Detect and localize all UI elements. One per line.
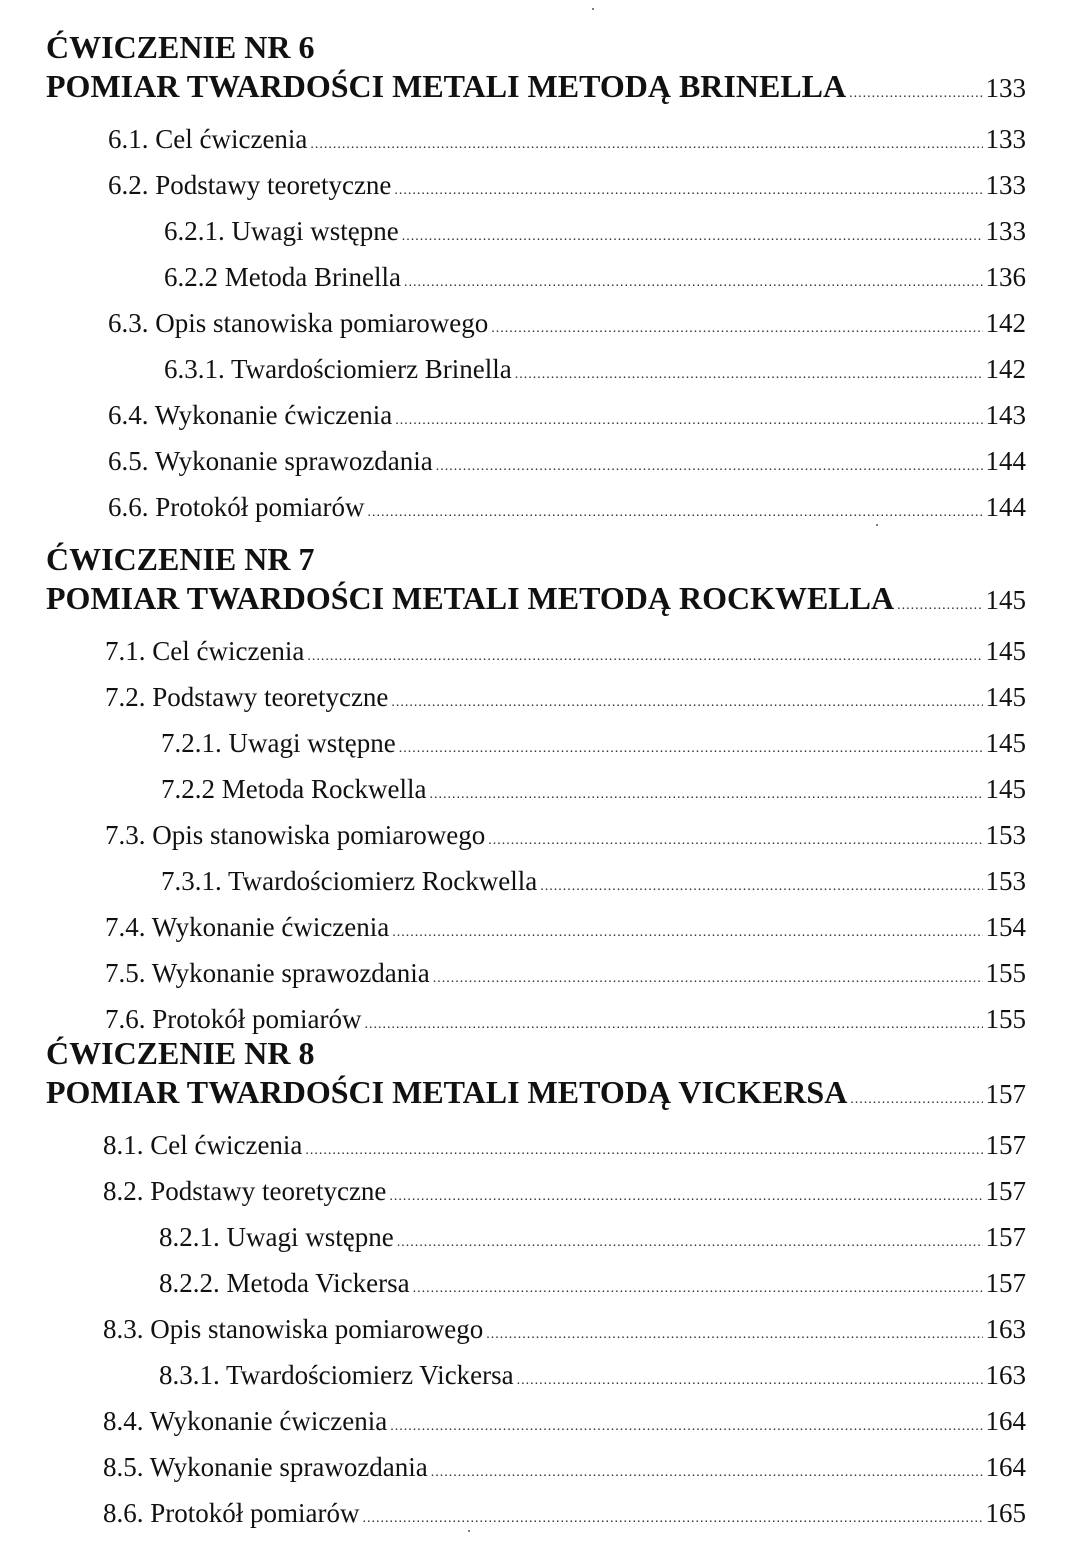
exercise-heading: ĆWICZENIE NR 7: [46, 541, 315, 577]
exercise-title-row[interactable]: [46, 582, 1026, 622]
exercise-title-row[interactable]: [46, 1076, 1026, 1116]
entry-label: 7.2.2 Metoda Rockwella: [161, 774, 427, 804]
exercise-heading: ĆWICZENIE NR 8: [46, 1035, 315, 1071]
entry-label: 7.2. Podstawy teoretyczne: [105, 682, 389, 712]
entry-label: 8.2.1. Uwagi wstępne: [159, 1222, 394, 1252]
toc-entry[interactable]: [103, 1175, 1026, 1213]
toc-entry[interactable]: [105, 681, 1026, 719]
dot-leader: [307, 641, 982, 673]
toc-entry[interactable]: [108, 491, 1026, 529]
toc-entry[interactable]: [103, 1129, 1026, 1167]
dot-leader: [413, 1273, 983, 1305]
page-number: 153: [985, 866, 1026, 896]
entry-label: 6.4. Wykonanie ćwiczenia: [108, 400, 393, 430]
page-number: 157: [985, 1222, 1026, 1252]
toc-entry[interactable]: [103, 1451, 1026, 1489]
toc-entry[interactable]: [108, 169, 1026, 207]
page-number: 145: [985, 636, 1026, 666]
dot-leader: [394, 175, 982, 207]
page-number: 133: [985, 73, 1026, 103]
dot-leader: [310, 129, 982, 161]
dot-leader: [540, 871, 982, 903]
entry-label: 6.5. Wykonanie sprawozdania: [108, 446, 433, 476]
toc-entry[interactable]: [105, 635, 1026, 673]
entry-label: 6.2.1. Uwagi wstępne: [164, 216, 399, 246]
entry-label: 6.6. Protokół pomiarów: [108, 492, 365, 522]
dot-leader: [429, 779, 982, 811]
toc-entry[interactable]: [103, 1405, 1026, 1443]
dot-leader: [395, 405, 982, 437]
toc-subentry[interactable]: [159, 1359, 1026, 1397]
dot-leader: [397, 1227, 983, 1259]
entry-label: 8.1. Cel ćwiczenia: [103, 1130, 303, 1160]
toc-entry[interactable]: [105, 911, 1026, 949]
dot-leader: [517, 1365, 983, 1397]
entry-label: 7.2.1. Uwagi wstępne: [161, 728, 396, 758]
entry-label: 8.3. Opis stanowiska pomiarowego: [103, 1314, 484, 1344]
exercise-title: POMIAR TWARDOŚCI METALI METODĄ ROCKWELLA: [46, 580, 895, 616]
entry-label: 7.3. Opis stanowiska pomiarowego: [105, 820, 486, 850]
page-number: 142: [985, 354, 1026, 384]
entry-label: 6.2. Podstawy teoretyczne: [108, 170, 392, 200]
toc-entry[interactable]: [103, 1497, 1026, 1535]
page-number: 142: [985, 308, 1026, 338]
page-number: 164: [985, 1406, 1026, 1436]
exercise-title: POMIAR TWARDOŚCI METALI METODĄ BRINELLA: [46, 68, 847, 104]
entry-label: 7.4. Wykonanie ćwiczenia: [105, 912, 390, 942]
dot-leader: [433, 963, 983, 995]
toc-subentry[interactable]: [164, 353, 1026, 391]
dot-leader: [305, 1135, 982, 1167]
entry-label: 7.5. Wykonanie sprawozdania: [105, 958, 430, 988]
entry-label: 7.6. Protokół pomiarów: [105, 1004, 362, 1034]
toc-subentry[interactable]: [161, 773, 1026, 811]
page-number: 133: [985, 216, 1026, 246]
entry-label: 8.3.1. Twardościomierz Vickersa: [159, 1360, 514, 1390]
page-number: 157: [985, 1176, 1026, 1206]
toc-entry[interactable]: [108, 399, 1026, 437]
toc-subentry[interactable]: [159, 1267, 1026, 1305]
entry-label: 7.3.1. Twardościomierz Rockwella: [161, 866, 538, 896]
dot-leader: [392, 917, 982, 949]
toc-entry[interactable]: [103, 1313, 1026, 1351]
dot-leader: [389, 1181, 982, 1213]
entry-label: 8.4. Wykonanie ćwiczenia: [103, 1406, 388, 1436]
page-number: 165: [985, 1498, 1026, 1528]
toc-entry[interactable]: [105, 957, 1026, 995]
toc-entry[interactable]: [108, 123, 1026, 161]
page-number: 143: [985, 400, 1026, 430]
page-number: 163: [985, 1360, 1026, 1390]
exercise-title-row[interactable]: [46, 70, 1026, 110]
toc-entry[interactable]: [105, 819, 1026, 857]
scan-speck: [876, 524, 878, 526]
toc-subentry[interactable]: [161, 865, 1026, 903]
toc-subentry[interactable]: [161, 727, 1026, 765]
dot-leader: [363, 1503, 983, 1535]
page-number: 144: [985, 492, 1026, 522]
page-number: 163: [985, 1314, 1026, 1344]
dot-leader: [515, 359, 983, 391]
exercise-heading: ĆWICZENIE NR 6: [46, 29, 315, 65]
dot-leader: [368, 497, 983, 529]
page-number: 164: [985, 1452, 1026, 1482]
entry-label: 7.1. Cel ćwiczenia: [105, 636, 305, 666]
page-number: 133: [985, 170, 1026, 200]
page-number: 145: [985, 585, 1026, 615]
dot-leader: [436, 451, 983, 483]
exercise-title: POMIAR TWARDOŚCI METALI METODĄ VICKERSA: [46, 1074, 848, 1110]
page-number: 133: [985, 124, 1026, 154]
page-number: 145: [985, 682, 1026, 712]
page-number: 136: [985, 262, 1026, 292]
page-number: 154: [985, 912, 1026, 942]
entry-label: 6.3. Opis stanowiska pomiarowego: [108, 308, 489, 338]
dot-leader: [399, 733, 983, 765]
toc-subentry[interactable]: [164, 215, 1026, 253]
dot-leader: [491, 313, 982, 345]
page-number: 157: [985, 1130, 1026, 1160]
page-number: 153: [985, 820, 1026, 850]
toc-entry[interactable]: [108, 307, 1026, 345]
dot-leader: [850, 1084, 982, 1116]
dot-leader: [897, 590, 982, 622]
page-number: 155: [985, 1004, 1026, 1034]
entry-label: 8.2. Podstawy teoretyczne: [103, 1176, 387, 1206]
entry-label: 8.5. Wykonanie sprawozdania: [103, 1452, 428, 1482]
page-number: 145: [985, 728, 1026, 758]
page-number: 144: [985, 446, 1026, 476]
dot-leader: [486, 1319, 982, 1351]
page-number: 145: [985, 774, 1026, 804]
dot-leader: [390, 1411, 982, 1443]
page-number: 157: [985, 1268, 1026, 1298]
scan-speck: [468, 1530, 470, 1532]
toc-subentry[interactable]: [159, 1221, 1026, 1259]
page-number: 157: [985, 1079, 1026, 1109]
entry-label: 6.2.2 Metoda Brinella: [164, 262, 401, 292]
scan-speck: [592, 8, 594, 10]
dot-leader: [404, 267, 983, 299]
entry-label: 8.2.2. Metoda Vickersa: [159, 1268, 410, 1298]
entry-label: 6.1. Cel ćwiczenia: [108, 124, 308, 154]
dot-leader: [431, 1457, 983, 1489]
page-number: 155: [985, 958, 1026, 988]
toc-subentry[interactable]: [164, 261, 1026, 299]
dot-leader: [402, 221, 983, 253]
toc-entry[interactable]: [108, 445, 1026, 483]
dot-leader: [488, 825, 982, 857]
dot-leader: [849, 78, 982, 110]
entry-label: 8.6. Protokół pomiarów: [103, 1498, 360, 1528]
dot-leader: [391, 687, 982, 719]
entry-label: 6.3.1. Twardościomierz Brinella: [164, 354, 512, 384]
